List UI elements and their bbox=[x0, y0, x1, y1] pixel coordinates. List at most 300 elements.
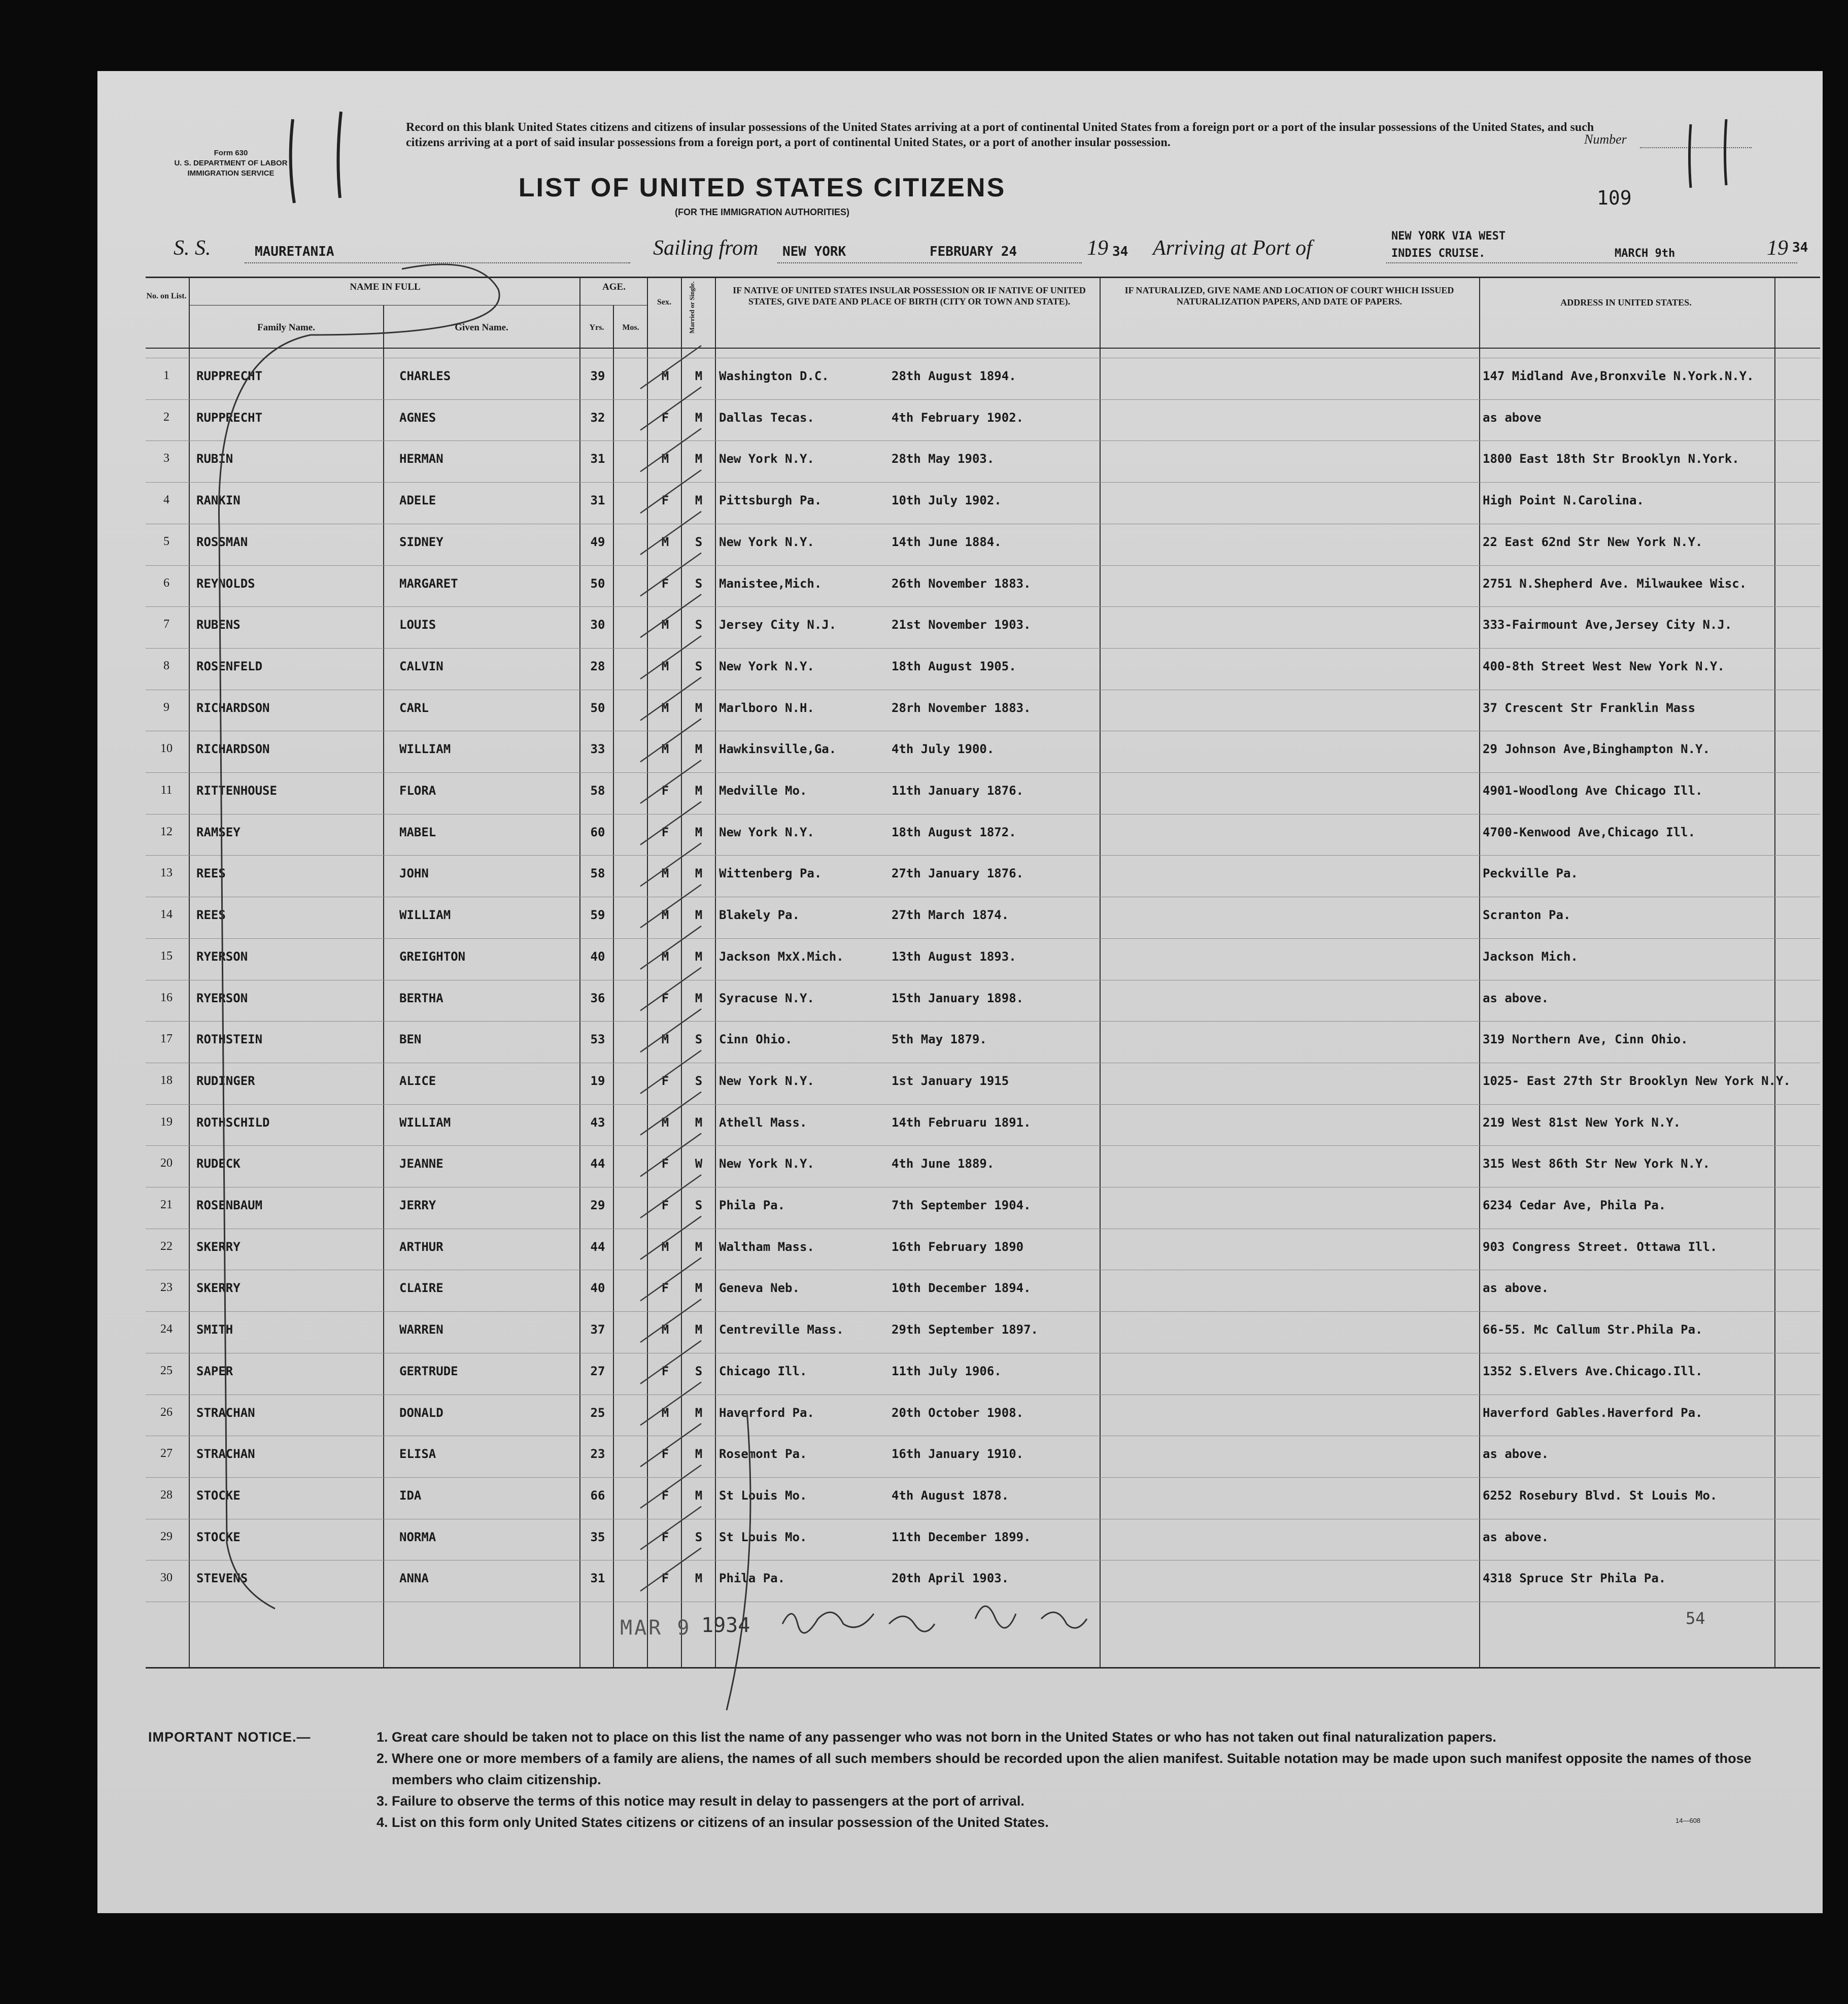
row-rule bbox=[146, 565, 1820, 566]
family-name: ROTHSTEIN bbox=[196, 1032, 263, 1047]
marital-status: M bbox=[695, 1447, 703, 1462]
family-name: RYERSON bbox=[196, 991, 248, 1005]
arriving-date: MARCH 9th bbox=[1615, 247, 1675, 260]
age-years: 37 bbox=[590, 1322, 605, 1337]
notice-item-text: Where one or more members of a family are aliens, the names of all such members should be recorded upon the alien manifest. Suitable notation may be made upon such manifest opposite the names of those members who claim citizenship. bbox=[392, 1751, 1752, 1787]
address: 4700-Kenwood Ave,Chicago Ill. bbox=[1483, 825, 1696, 839]
address: High Point N.Carolina. bbox=[1483, 493, 1644, 508]
header-family-name: Family Name. bbox=[257, 322, 315, 333]
age-years: 58 bbox=[590, 866, 605, 881]
age-years: 19 bbox=[590, 1073, 605, 1088]
row-rule bbox=[146, 855, 1820, 856]
arriving-port-line1: NEW YORK VIA WEST bbox=[1391, 230, 1506, 243]
family-name: SMITH bbox=[196, 1322, 233, 1337]
sex: M bbox=[661, 866, 669, 881]
address: 29 Johnson Ave,Binghampton N.Y. bbox=[1483, 742, 1710, 757]
col-divider bbox=[1774, 277, 1775, 1667]
age-years: 60 bbox=[590, 825, 605, 839]
row-number: 12 bbox=[160, 825, 173, 838]
age-years: 32 bbox=[590, 410, 605, 425]
given-name: JEANNE bbox=[399, 1157, 443, 1171]
address: 66-55. Mc Callum Str.Phila Pa. bbox=[1483, 1322, 1703, 1337]
sex: F bbox=[661, 825, 669, 839]
family-name: RUPPRECHT bbox=[196, 369, 263, 383]
row-rule bbox=[146, 772, 1820, 773]
arriving-year-prefix: 19 bbox=[1767, 236, 1788, 260]
birth-date: 28th May 1903. bbox=[892, 452, 995, 466]
age-years: 36 bbox=[590, 991, 605, 1005]
row-number: 3 bbox=[163, 452, 169, 465]
birth-place: New York N.Y. bbox=[719, 659, 814, 673]
sailing-year-prefix: 19 bbox=[1087, 236, 1108, 260]
birth-date: 27th January 1876. bbox=[892, 866, 1024, 881]
sex: M bbox=[661, 1322, 669, 1337]
birth-date: 21st November 1903. bbox=[892, 618, 1031, 632]
birth-place: Athell Mass. bbox=[719, 1115, 807, 1130]
age-years: 39 bbox=[590, 369, 605, 383]
marital-status: M bbox=[695, 742, 703, 757]
department-name: U. S. DEPARTMENT OF LABOR bbox=[174, 159, 288, 167]
given-name: SIDNEY bbox=[399, 534, 443, 549]
sailing-date: FEBRUARY 24 bbox=[930, 244, 1017, 259]
birth-place: Chicago Ill. bbox=[719, 1364, 807, 1378]
birth-date: 4th June 1889. bbox=[892, 1157, 995, 1171]
row-rule bbox=[146, 1145, 1820, 1146]
row-number: 26 bbox=[160, 1405, 173, 1419]
address: Haverford Gables.Haverford Pa. bbox=[1483, 1405, 1703, 1420]
birth-date: 11th December 1899. bbox=[892, 1530, 1031, 1544]
sailing-year: 34 bbox=[1112, 244, 1128, 259]
row-number: 6 bbox=[163, 576, 169, 590]
given-name: ARTHUR bbox=[399, 1239, 443, 1254]
birth-place: Centreville Mass. bbox=[719, 1322, 844, 1337]
family-name: RAMSEY bbox=[196, 825, 241, 839]
birth-place: New York N.Y. bbox=[719, 825, 814, 839]
given-name: HERMAN bbox=[399, 452, 443, 466]
given-name: CHARLES bbox=[399, 369, 451, 383]
given-name: ALICE bbox=[399, 1073, 436, 1088]
sex: F bbox=[661, 1073, 669, 1088]
given-name: ELISA bbox=[399, 1447, 436, 1462]
given-name: BEN bbox=[399, 1032, 422, 1047]
page-title: LIST OF UNITED STATES CITIZENS bbox=[518, 173, 1006, 202]
age-years: 40 bbox=[590, 1281, 605, 1296]
notice-item bbox=[377, 1748, 1797, 1790]
given-name: CARL bbox=[399, 700, 429, 715]
col-divider bbox=[1100, 277, 1101, 1667]
given-name: AGNES bbox=[399, 410, 436, 425]
address: 4318 Spruce Str Phila Pa. bbox=[1483, 1571, 1666, 1586]
handwritten-mark bbox=[1690, 124, 1691, 188]
arrival-year-stamp: 1934 bbox=[701, 1614, 750, 1637]
given-name: DONALD bbox=[399, 1405, 443, 1420]
notice-item bbox=[377, 1726, 1797, 1748]
sex: F bbox=[661, 1530, 669, 1544]
birth-date: 11th January 1876. bbox=[892, 784, 1024, 798]
row-rule bbox=[146, 1021, 1820, 1022]
arriving-port-line2: INDIES CRUISE. bbox=[1391, 247, 1486, 260]
birth-date: 13th August 1893. bbox=[892, 949, 1016, 964]
given-name: LOUIS bbox=[399, 618, 436, 632]
sailing-rule bbox=[777, 262, 1082, 263]
address: 6252 Rosebury Blvd. St Louis Mo. bbox=[1483, 1488, 1718, 1503]
family-name: REES bbox=[196, 866, 226, 881]
sex: M bbox=[661, 700, 669, 715]
birth-date: 7th September 1904. bbox=[892, 1198, 1031, 1212]
address: 22 East 62nd Str New York N.Y. bbox=[1483, 534, 1703, 549]
family-name: STOCKE bbox=[196, 1530, 241, 1544]
header-mos: Mos. bbox=[622, 323, 639, 332]
col-divider bbox=[189, 277, 190, 1667]
birth-place: Manistee,Mich. bbox=[719, 576, 822, 591]
birth-place: St Louis Mo. bbox=[719, 1488, 807, 1503]
address: 903 Congress Street. Ottawa Ill. bbox=[1483, 1239, 1718, 1254]
birth-place: Syracuse N.Y. bbox=[719, 991, 814, 1005]
birth-date: 18th August 1905. bbox=[892, 659, 1016, 673]
family-name: RYERSON bbox=[196, 949, 248, 964]
given-name: BERTHA bbox=[399, 991, 443, 1005]
marital-status: S bbox=[695, 534, 703, 549]
col-divider bbox=[613, 305, 614, 1667]
stamped-page-number: 109 bbox=[1597, 187, 1632, 209]
marital-status: M bbox=[695, 825, 703, 839]
header-age: AGE. bbox=[602, 282, 626, 292]
age-years: 59 bbox=[590, 908, 605, 923]
birth-place: Pittsburgh Pa. bbox=[719, 493, 822, 508]
sex: M bbox=[661, 949, 669, 964]
address: as above bbox=[1483, 410, 1542, 425]
age-years: 50 bbox=[590, 700, 605, 715]
given-name: GREIGHTON bbox=[399, 949, 466, 964]
birth-place: Marlboro N.H. bbox=[719, 700, 814, 715]
header-sex: Sex. bbox=[657, 298, 671, 307]
marital-status: S bbox=[695, 1198, 703, 1212]
birth-date: 14th Februaru 1891. bbox=[892, 1115, 1031, 1130]
marital-status: M bbox=[695, 369, 703, 383]
marital-status: M bbox=[695, 1281, 703, 1296]
birth-place: Rosemont Pa. bbox=[719, 1447, 807, 1462]
ship-rule bbox=[245, 262, 630, 263]
sex: M bbox=[661, 1115, 669, 1130]
col-divider bbox=[383, 305, 384, 1667]
birth-date: 4th July 1900. bbox=[892, 742, 995, 757]
family-name: STRACHAN bbox=[196, 1447, 255, 1462]
row-number: 9 bbox=[163, 700, 169, 714]
arrival-date-stamp: MAR 9 bbox=[620, 1616, 692, 1640]
birth-place: Dallas Tecas. bbox=[719, 410, 814, 425]
age-years: 44 bbox=[590, 1157, 605, 1171]
form-identifier bbox=[147, 148, 315, 179]
given-name: IDA bbox=[399, 1488, 422, 1503]
number-line bbox=[1640, 147, 1752, 148]
marital-status: M bbox=[695, 410, 703, 425]
row-rule bbox=[146, 1311, 1820, 1312]
row-rule bbox=[146, 440, 1820, 441]
birth-place: Wittenberg Pa. bbox=[719, 866, 822, 881]
family-name: RUBIN bbox=[196, 452, 233, 466]
birth-place: Jersey City N.J. bbox=[719, 618, 837, 632]
address: 37 Crescent Str Franklin Mass bbox=[1483, 700, 1696, 715]
number-label: Number bbox=[1584, 132, 1627, 147]
marital-status: S bbox=[695, 1073, 703, 1088]
header-married-single: Married or Single. bbox=[688, 281, 696, 334]
notice-item bbox=[377, 1790, 1797, 1812]
sex: M bbox=[661, 742, 669, 757]
given-name: JOHN bbox=[399, 866, 429, 881]
birth-date: 28rh November 1883. bbox=[892, 700, 1031, 715]
row-number: 11 bbox=[160, 784, 173, 797]
header-yrs: Yrs. bbox=[589, 323, 604, 332]
marital-status: M bbox=[695, 1239, 703, 1254]
given-name: MABEL bbox=[399, 825, 436, 839]
given-name: GERTRUDE bbox=[399, 1364, 458, 1378]
given-name: CALVIN bbox=[399, 659, 443, 673]
col-divider bbox=[1479, 277, 1480, 1667]
row-rule bbox=[146, 648, 1820, 649]
age-years: 31 bbox=[590, 1571, 605, 1586]
address: Jackson Mich. bbox=[1483, 949, 1578, 964]
row-number: 2 bbox=[163, 410, 169, 424]
row-number: 19 bbox=[160, 1115, 173, 1129]
family-name: RITTENHOUSE bbox=[196, 784, 277, 798]
family-name: ROSSMAN bbox=[196, 534, 248, 549]
address: 147 Midland Ave,Bronxvile N.York.N.Y. bbox=[1483, 369, 1754, 383]
passenger-count: 54 bbox=[1686, 1609, 1705, 1628]
sex: M bbox=[661, 618, 669, 632]
family-name: STEVENS bbox=[196, 1571, 248, 1586]
age-years: 31 bbox=[590, 493, 605, 508]
birth-date: 4th February 1902. bbox=[892, 410, 1024, 425]
marital-status: M bbox=[695, 700, 703, 715]
family-name: RANKIN bbox=[196, 493, 241, 508]
notice-heading: IMPORTANT NOTICE.— bbox=[148, 1729, 311, 1745]
row-rule bbox=[146, 1477, 1820, 1478]
given-name: JERRY bbox=[399, 1198, 436, 1212]
birth-place: Washington D.C. bbox=[719, 369, 829, 383]
row-number: 7 bbox=[163, 618, 169, 631]
header-name-in-full: NAME IN FULL bbox=[350, 282, 421, 292]
sex: M bbox=[661, 369, 669, 383]
page-subtitle: (FOR THE IMMIGRATION AUTHORITIES) bbox=[675, 207, 849, 217]
row-number: 23 bbox=[160, 1281, 173, 1295]
marital-status: M bbox=[695, 452, 703, 466]
marital-status: S bbox=[695, 618, 703, 632]
row-rule bbox=[146, 399, 1820, 400]
family-name: SKERRY bbox=[196, 1281, 241, 1296]
marital-status: M bbox=[695, 908, 703, 923]
table-bottom-border bbox=[146, 1667, 1820, 1669]
header-address: ADDRESS IN UNITED STATES. bbox=[1560, 297, 1692, 308]
birth-place: Phila Pa. bbox=[719, 1571, 785, 1586]
row-number: 21 bbox=[160, 1198, 173, 1211]
col-divider bbox=[715, 277, 716, 1667]
marital-status: M bbox=[695, 1322, 703, 1337]
marital-status: S bbox=[695, 1364, 703, 1378]
birth-date: 20th April 1903. bbox=[892, 1571, 1009, 1586]
birth-place: Haverford Pa. bbox=[719, 1405, 814, 1420]
handwritten-mark bbox=[1725, 119, 1727, 185]
arriving-rule bbox=[1386, 262, 1797, 263]
birth-date: 26th November 1883. bbox=[892, 576, 1031, 591]
row-number: 24 bbox=[160, 1322, 173, 1336]
age-years: 28 bbox=[590, 659, 605, 673]
birth-date: 27th March 1874. bbox=[892, 908, 1009, 923]
marital-status: M bbox=[695, 866, 703, 881]
sex: M bbox=[661, 659, 669, 673]
marital-status: M bbox=[695, 1405, 703, 1420]
family-name: RUBENS bbox=[196, 618, 241, 632]
marital-status: M bbox=[695, 1115, 703, 1130]
family-name: REYNOLDS bbox=[196, 576, 255, 591]
birth-date: 16th February 1890 bbox=[892, 1239, 1024, 1254]
family-name: ROTHSCHILD bbox=[196, 1115, 270, 1130]
row-rule bbox=[146, 1104, 1820, 1105]
given-name: MARGARET bbox=[399, 576, 458, 591]
row-number: 29 bbox=[160, 1530, 173, 1543]
family-name: SAPER bbox=[196, 1364, 233, 1378]
birth-place: Waltham Mass. bbox=[719, 1239, 814, 1254]
row-number: 22 bbox=[160, 1239, 173, 1253]
sex: M bbox=[661, 1239, 669, 1254]
family-name: SKERRY bbox=[196, 1239, 241, 1254]
age-years: 23 bbox=[590, 1447, 605, 1462]
header-given-name: Given Name. bbox=[455, 322, 508, 333]
family-name: RICHARDSON bbox=[196, 700, 270, 715]
address: 400-8th Street West New York N.Y. bbox=[1483, 659, 1725, 673]
marital-status: S bbox=[695, 1032, 703, 1047]
col-divider bbox=[681, 277, 682, 1667]
birth-date: 15th January 1898. bbox=[892, 991, 1024, 1005]
birth-date: 29th September 1897. bbox=[892, 1322, 1038, 1337]
given-name: WARREN bbox=[399, 1322, 443, 1337]
row-number: 4 bbox=[163, 493, 169, 507]
address: Scranton Pa. bbox=[1483, 908, 1571, 923]
arriving-label: Arriving at Port of bbox=[1153, 236, 1312, 260]
family-name: RUPPRECHT bbox=[196, 410, 263, 425]
age-years: 25 bbox=[590, 1405, 605, 1420]
row-number: 10 bbox=[160, 742, 173, 756]
row-number: 18 bbox=[160, 1073, 173, 1087]
family-name: RICHARDSON bbox=[196, 742, 270, 757]
handwritten-mark bbox=[338, 112, 341, 198]
marital-status: M bbox=[695, 991, 703, 1005]
passenger-table bbox=[146, 277, 1820, 1667]
birth-date: 1st January 1915 bbox=[892, 1073, 1009, 1088]
table-top-border bbox=[146, 277, 1820, 278]
sex: F bbox=[661, 1488, 669, 1503]
marital-status: S bbox=[695, 576, 703, 591]
sex: F bbox=[661, 493, 669, 508]
birth-date: 10th December 1894. bbox=[892, 1281, 1031, 1296]
birth-date: 5th May 1879. bbox=[892, 1032, 987, 1047]
birth-place: New York N.Y. bbox=[719, 534, 814, 549]
sex: F bbox=[661, 1198, 669, 1212]
sex: F bbox=[661, 1571, 669, 1586]
given-name: WILLIAM bbox=[399, 742, 451, 757]
notice-item-text: Great care should be taken not to place on this list the name of any passenger who was not born in the United States or who has not taken out final naturalization papers. bbox=[392, 1729, 1496, 1745]
marital-status: M bbox=[695, 1571, 703, 1586]
address: 315 West 86th Str New York N.Y. bbox=[1483, 1157, 1710, 1171]
address: as above. bbox=[1483, 1281, 1549, 1296]
ship-name: MAURETANIA bbox=[255, 244, 334, 259]
notice-item-number: 3. bbox=[377, 1793, 388, 1809]
address: 1352 S.Elvers Ave.Chicago.Ill. bbox=[1483, 1364, 1703, 1378]
birth-place: Jackson MxX.Mich. bbox=[719, 949, 844, 964]
row-number: 30 bbox=[160, 1571, 173, 1585]
row-number: 17 bbox=[160, 1032, 173, 1046]
family-name: ROSENBAUM bbox=[196, 1198, 263, 1212]
address: 219 West 81st New York N.Y. bbox=[1483, 1115, 1681, 1130]
family-name: STRACHAN bbox=[196, 1405, 255, 1420]
row-number: 5 bbox=[163, 534, 169, 548]
given-name: WILLIAM bbox=[399, 1115, 451, 1130]
age-years: 58 bbox=[590, 784, 605, 798]
given-name: ADELE bbox=[399, 493, 436, 508]
sex: F bbox=[661, 1157, 669, 1171]
birth-date: 16th January 1910. bbox=[892, 1447, 1024, 1462]
birth-place: Blakely Pa. bbox=[719, 908, 800, 923]
birth-date: 28th August 1894. bbox=[892, 369, 1016, 383]
sex: F bbox=[661, 1281, 669, 1296]
sex: M bbox=[661, 1405, 669, 1420]
address: 2751 N.Shepherd Ave. Milwaukee Wisc. bbox=[1483, 576, 1747, 591]
marital-status: S bbox=[695, 659, 703, 673]
birth-place: Hawkinsville,Ga. bbox=[719, 742, 837, 757]
row-number: 15 bbox=[160, 949, 173, 963]
marital-status: M bbox=[695, 784, 703, 798]
notice-item-text: Failure to observe the terms of this notice may result in delay to passengers at the port of arrival. bbox=[392, 1793, 1024, 1809]
birth-place: Geneva Neb. bbox=[719, 1281, 800, 1296]
birth-date: 20th October 1908. bbox=[892, 1405, 1024, 1420]
sex: F bbox=[661, 1364, 669, 1378]
birth-date: 4th August 1878. bbox=[892, 1488, 1009, 1503]
sex: M bbox=[661, 908, 669, 923]
age-years: 35 bbox=[590, 1530, 605, 1544]
birth-place: New York N.Y. bbox=[719, 1073, 814, 1088]
given-name: FLORA bbox=[399, 784, 436, 798]
sex: F bbox=[661, 410, 669, 425]
marital-status: M bbox=[695, 493, 703, 508]
sex: F bbox=[661, 1447, 669, 1462]
form-instructions: Record on this blank United States citizens and citizens of insular possessions of the United States arriving at a port of continental United States from a foreign port or a port of the insular possessions of the United States, and such citizens arriving at a port of said insular possessions from a foreign port, a port of continental United States, or a port of another insular possession. bbox=[406, 121, 1594, 149]
age-years: 44 bbox=[590, 1239, 605, 1254]
header-naturalized: IF NATURALIZED, GIVE NAME AND LOCATION OF COURT WHICH ISSUED NATURALIZATION PAPERS, AND DATE OF PAPERS. bbox=[1124, 285, 1454, 307]
address: 333-Fairmount Ave,Jersey City N.J. bbox=[1483, 618, 1732, 632]
family-name: ROSENFELD bbox=[196, 659, 263, 673]
marital-status: M bbox=[695, 1488, 703, 1503]
row-number: 25 bbox=[160, 1364, 173, 1377]
row-number: 13 bbox=[160, 866, 173, 880]
sex: M bbox=[661, 452, 669, 466]
age-years: 49 bbox=[590, 534, 605, 549]
sex: M bbox=[661, 1032, 669, 1047]
service-name: IMMIGRATION SERVICE bbox=[187, 169, 275, 178]
birth-date: 14th June 1884. bbox=[892, 534, 1002, 549]
age-years: 53 bbox=[590, 1032, 605, 1047]
address: as above. bbox=[1483, 1530, 1549, 1544]
given-name: NORMA bbox=[399, 1530, 436, 1544]
given-name: ANNA bbox=[399, 1571, 429, 1586]
sex: F bbox=[661, 784, 669, 798]
birth-date: 10th July 1902. bbox=[892, 493, 1002, 508]
marital-status: W bbox=[695, 1157, 703, 1171]
row-number: 8 bbox=[163, 659, 169, 672]
age-years: 30 bbox=[590, 618, 605, 632]
header-bottom-border bbox=[146, 348, 1820, 349]
birth-place: Cinn Ohio. bbox=[719, 1032, 793, 1047]
given-name: WILLIAM bbox=[399, 908, 451, 923]
family-name: STOCKE bbox=[196, 1488, 241, 1503]
